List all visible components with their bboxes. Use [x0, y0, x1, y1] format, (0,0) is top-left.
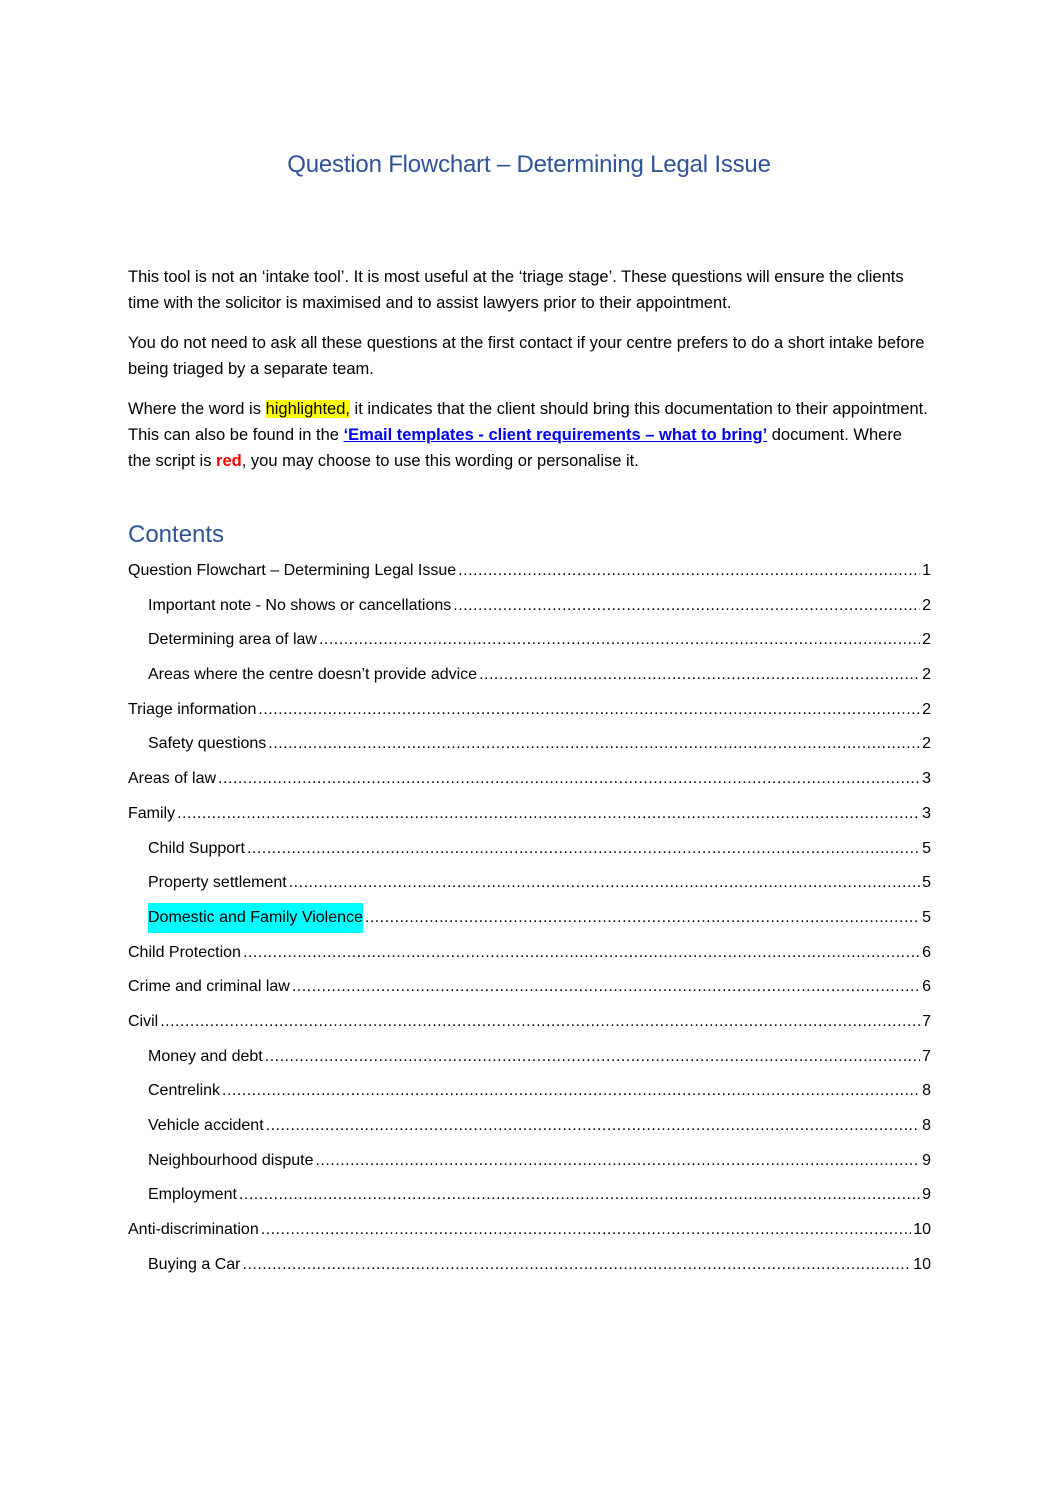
page-title: Question Flowchart – Determining Legal Issue [287, 151, 771, 178]
intro-p3-text-1: Where the word is [128, 400, 266, 418]
toc-item-areas-no-advice[interactable] [128, 660, 931, 695]
toc-item-page: 9 [922, 1186, 931, 1204]
toc-item-page: 7 [922, 1012, 931, 1030]
toc-leader-dots [218, 764, 920, 794]
toc-item-title: Triage information [128, 700, 257, 718]
toc-leader-dots [315, 1146, 920, 1176]
toc-leader-dots [453, 591, 920, 621]
toc-item-page: 5 [922, 839, 931, 857]
toc-leader-dots [319, 625, 920, 655]
toc-leader-dots [160, 1007, 920, 1037]
toc-item-title: Child Protection [128, 943, 241, 961]
toc-item-title: Anti-discrimination [128, 1221, 259, 1239]
toc-item-buying-a-car[interactable] [128, 1250, 931, 1285]
intro-p3-text-2: it indicates that the client should bring this documentation to their appointment. This can also be found in the [128, 400, 928, 444]
toc-item-title: Family [128, 804, 176, 822]
intro-paragraph-1: This tool is not an ‘intake tool’. It is most useful at the ‘triage stage’. These questions will ensure the clients time with the solicitor is maximised and to assist lawyers prior to their appointment. [128, 268, 904, 312]
toc-item-title: Civil [128, 1012, 159, 1030]
toc-item-title: Determining area of law [148, 631, 317, 649]
email-templates-link[interactable]: ‘Email templates - client requirements – what to bring’ [343, 426, 768, 444]
toc-item-page: 6 [922, 943, 931, 961]
toc-leader-dots [292, 972, 920, 1002]
toc-leader-dots [365, 903, 920, 933]
toc-item-family[interactable] [128, 799, 931, 834]
toc-item-page: 2 [922, 666, 931, 684]
toc-item-page: 3 [922, 770, 931, 788]
toc-item-triage-information[interactable] [128, 695, 931, 730]
toc-item-page: 6 [922, 978, 931, 996]
toc-item-title: Important note - No shows or cancellations [148, 596, 452, 614]
toc-item-domestic-family-violence[interactable] [128, 903, 931, 938]
toc-item-money-and-debt[interactable] [128, 1042, 931, 1077]
toc-item-title: Crime and criminal law [128, 978, 290, 996]
toc-leader-dots [268, 729, 920, 759]
red-word: red [216, 452, 242, 470]
intro-p3-text-4: , you may choose to use this wording or personalise it. [241, 452, 639, 470]
contents-heading: Contents [128, 521, 225, 548]
toc-item-civil[interactable] [128, 1007, 931, 1042]
toc-item-employment[interactable] [128, 1180, 931, 1215]
toc-item-title: Neighbourhood dispute [148, 1151, 314, 1169]
toc-item-question-flowchart[interactable] [128, 556, 931, 591]
toc-leader-dots [239, 1180, 920, 1210]
toc-item-title: Areas of law [128, 770, 217, 788]
toc-item-page: 7 [922, 1047, 931, 1065]
toc-item-title: Question Flowchart – Determining Legal Issue [128, 562, 457, 579]
toc-item-determining-area-of-law[interactable] [128, 625, 931, 660]
toc-item-title: Property settlement [148, 874, 287, 892]
table-of-contents [128, 556, 931, 1284]
toc-item-title: Centrelink [148, 1082, 221, 1100]
toc-leader-dots [243, 938, 920, 968]
toc-item-title: Money and debt [148, 1047, 263, 1065]
toc-item-title: Vehicle accident [148, 1117, 264, 1134]
toc-item-page: 2 [922, 631, 931, 649]
intro-paragraph-2: You do not need to ask all these questions at the first contact if your centre prefers to do a short intake before being triaged by a separate team. [128, 334, 925, 378]
toc-item-page: 8 [922, 1082, 931, 1100]
toc-item-page: 10 [913, 1255, 931, 1273]
highlighted-word: highlighted, [265, 400, 350, 418]
intro-paragraph-3 [128, 396, 928, 474]
toc-item-title: Areas where the centre doesn’t provide advice [148, 666, 478, 684]
toc-item-important-note[interactable] [128, 591, 931, 626]
toc-item-page: 5 [922, 874, 931, 892]
toc-leader-dots [458, 556, 920, 586]
toc-item-title: Employment [148, 1186, 237, 1204]
toc-item-page: 2 [922, 700, 931, 718]
toc-leader-dots [289, 868, 920, 898]
toc-leader-dots [265, 1042, 920, 1072]
toc-leader-dots [222, 1076, 920, 1106]
toc-item-title: Buying a Car [148, 1255, 241, 1273]
toc-leader-dots [247, 834, 920, 864]
toc-item-page: 1 [922, 562, 931, 579]
toc-item-anti-discrimination[interactable] [128, 1215, 931, 1250]
toc-item-child-support[interactable] [128, 834, 931, 869]
toc-item-page: 10 [913, 1221, 931, 1239]
toc-item-centrelink[interactable] [128, 1076, 931, 1111]
toc-leader-dots [258, 695, 920, 725]
toc-item-page: 2 [922, 735, 931, 753]
toc-leader-dots [479, 660, 920, 690]
toc-item-neighbourhood-dispute[interactable] [128, 1146, 931, 1181]
toc-item-vehicle-accident[interactable] [128, 1111, 931, 1146]
toc-item-page: 5 [922, 908, 931, 926]
toc-item-child-protection[interactable] [128, 938, 931, 973]
toc-leader-dots [266, 1111, 920, 1141]
toc-item-crime-criminal-law[interactable] [128, 972, 931, 1007]
toc-item-safety-questions[interactable] [128, 729, 931, 764]
toc-item-title: Domestic and Family Violence [148, 903, 363, 933]
toc-leader-dots [177, 799, 920, 829]
toc-item-property-settlement[interactable] [128, 868, 931, 903]
toc-item-page: 8 [922, 1117, 931, 1134]
toc-item-page: 3 [922, 804, 931, 822]
toc-leader-dots [243, 1250, 912, 1280]
toc-leader-dots [261, 1215, 911, 1245]
intro-p3-text-3: document. Where the script is [128, 426, 902, 470]
toc-item-page: 9 [922, 1151, 931, 1169]
toc-item-page: 2 [922, 596, 931, 614]
toc-item-title: Safety questions [148, 735, 267, 753]
toc-item-title: Child Support [148, 839, 245, 857]
toc-item-areas-of-law[interactable] [128, 764, 931, 799]
